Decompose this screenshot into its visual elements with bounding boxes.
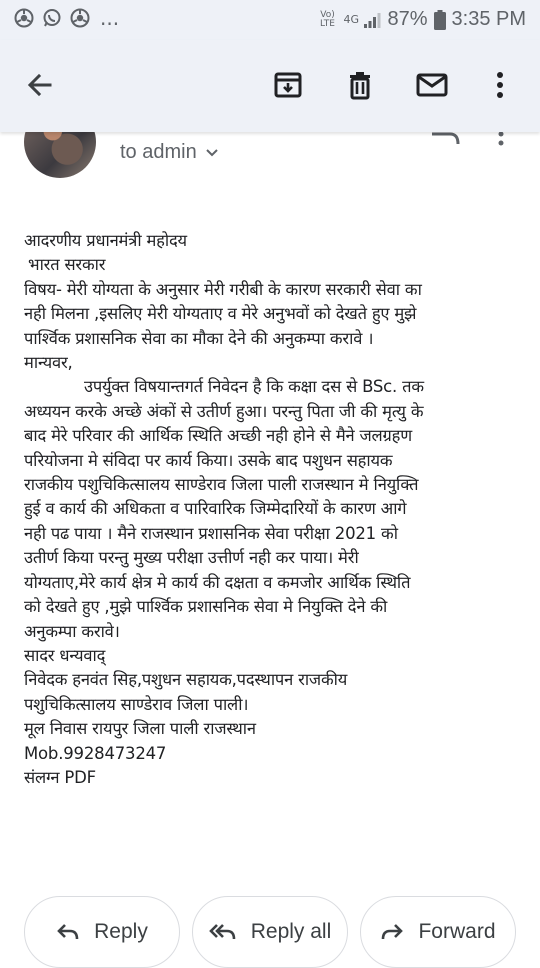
action-buttons [0, 896, 540, 960]
battery-icon [434, 10, 446, 30]
mail-icon[interactable] [412, 65, 452, 105]
body-line: बाद मेरे परिवार की आर्थिक स्थिति अच्छी नही होने से मैने जलग्रहण [24, 426, 412, 446]
volte-indicator: Vo) LTE [320, 9, 335, 29]
forward-label: Forward [418, 920, 496, 943]
system-icons [317, 8, 526, 31]
signal-icon [363, 11, 381, 29]
chevron-down-icon [205, 148, 219, 158]
body-line: नही मिलना ,इसलिए मेरी योग्यताए व मेरे अनुभवों को देखते हुए मुझे [24, 304, 417, 324]
app-bar [0, 40, 540, 132]
phone-number[interactable]: Mob.9928473247 [24, 743, 167, 763]
reply-button[interactable] [24, 896, 180, 968]
body-line: उतीर्ण किया परन्तु मुख्य परीक्षा उत्तीर्ण नही कर पाया। मेरी [24, 548, 359, 568]
body-line: नही पढ पाया । मैने राजस्थान प्रशासनिक सेवा परीक्षा 2021 को [24, 523, 398, 543]
body-line: पशुचिकित्सालय साण्डेराव जिला पाली। [24, 694, 249, 714]
body-line: मूल निवास रायपुर जिला पाली राजस्थान [24, 719, 256, 739]
reply-label: Reply [94, 920, 148, 943]
body-line: परियोजना मे संविदा पर कार्य किया। उसके बाद पशुधन सहायक [24, 450, 393, 470]
reply-all-icon [209, 922, 237, 942]
chrome-icon [14, 8, 34, 28]
more-vert-icon[interactable] [480, 65, 520, 105]
forward-button[interactable] [360, 896, 516, 968]
message-body [24, 229, 524, 790]
delete-icon[interactable] [340, 65, 380, 105]
body-line: को देखते हुए ,मुझे पार्श्विक प्रशासनिक सेवा मे नियुक्ति देने की [24, 597, 388, 617]
reply-all-button[interactable] [192, 896, 348, 968]
body-line: भारत सरकार [28, 255, 106, 275]
status-bar [0, 0, 540, 40]
more-notifications: ... [100, 6, 120, 30]
battery-percent: 87% [387, 8, 428, 30]
forward-icon [380, 922, 404, 942]
recipient-toggle[interactable] [120, 141, 219, 164]
archive-icon[interactable] [268, 65, 308, 105]
body-line: योग्यताए,मेरे कार्य क्षेत्र मे कार्य की दक्षता व कमजोर आर्थिक स्थिति [24, 572, 411, 592]
notification-icons [14, 8, 119, 28]
body-line: हुई व कार्य की अधिकता व पारिवारिक जिम्मेदारियों के कारण आगे [24, 499, 407, 519]
body-line: अनुकम्पा करावे। [24, 621, 120, 641]
network-type: 4G [343, 13, 360, 26]
body-line: मान्यवर, [24, 353, 73, 373]
whatsapp-icon [42, 8, 62, 28]
body-line: आदरणीय प्रधानमंत्री महोदय [24, 231, 187, 250]
sender-row [0, 124, 540, 184]
body-line: निवेदक हनवंत सिह,पशुधन सहायक,पदस्थापन राजकीय [24, 670, 348, 690]
clock: 3:35 PM [451, 8, 526, 30]
body-line: संलग्न PDF [24, 767, 96, 787]
body-line: राजकीय पशुचिकित्सालय साण्डेराव जिला पाली राजस्थान मे नियुक्ति [24, 475, 419, 495]
reply-all-label: Reply all [250, 920, 332, 943]
recipient-label: to admin [120, 141, 197, 163]
reply-icon [56, 922, 80, 942]
body-line: विषय- मेरी योग्यता के अनुसार मेरी गरीबी के कारण सरकारी सेवा का [24, 279, 422, 299]
body-line: उपर्युक्त विषयान्तगर्त निवेदन है कि कक्षा दस से BSc. तक [84, 377, 424, 397]
chrome-icon [70, 8, 90, 28]
body-line: अध्ययन करके अच्छे अंकों से उतीर्ण हुआ। परन्तु पिता जी की मृत्यु के [24, 401, 424, 421]
back-arrow-icon[interactable] [20, 65, 60, 105]
body-line: सादर धन्यवाद् [24, 645, 106, 665]
body-line: पार्श्विक प्रशासनिक सेवा का मौका देने की अनुकम्पा करावे । [24, 328, 374, 348]
